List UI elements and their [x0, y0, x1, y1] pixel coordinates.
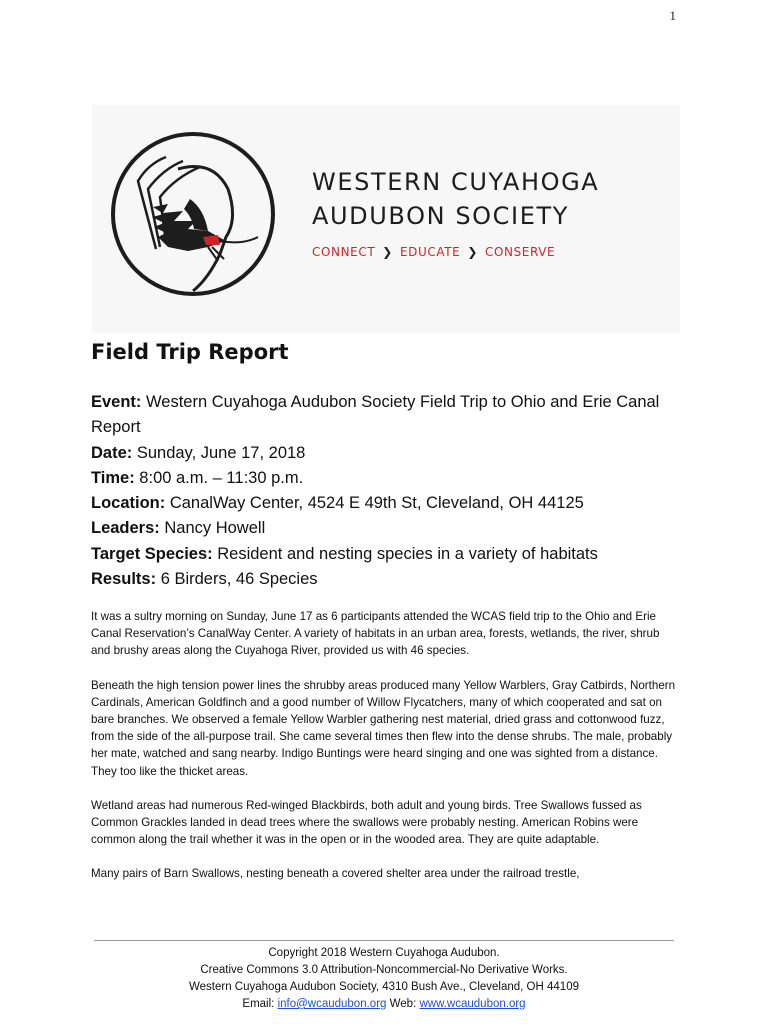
trip-details	[91, 390, 691, 592]
paragraph: Beneath the high tension power lines the shrubby areas produced many Yellow Warblers, Gray Catbirds, Northern Cardinals, American Goldfinch and a good number of Willow Flycatchers, many of which cooperated and sat on bare branches. We observed a female Yellow Warbler gathering nest material, dried grass and cottonwood fuzz, from the side of the all-purpose trail. She came several times then flew into the dense shrubs. The male, probably her mate, watched and sang nearby. Indigo Buntings were heard singing and one was sighted from a distance. They too like the thicket areas.	[91, 678, 676, 778]
detail-label: Location:	[91, 494, 166, 513]
detail-value: Sunday, June 17, 2018	[132, 443, 306, 462]
footer-copyright: Copyright 2018 Western Cuyahoga Audubon.	[268, 947, 500, 959]
detail-value: 6 Birders, 46 Species	[156, 570, 318, 589]
report-title: Field Trip Report	[91, 340, 289, 364]
tagline-educate: EDUCATE	[399, 245, 461, 259]
footer	[94, 945, 674, 1013]
detail-date	[91, 441, 691, 466]
org-name-line-2: AUDUBON SOCIETY	[312, 202, 569, 230]
email-link[interactable]: info@wcaudubon.org	[277, 998, 387, 1010]
detail-value: 8:00 a.m. – 11:30 p.m.	[134, 468, 304, 487]
detail-value: Nancy Howell	[159, 519, 266, 538]
footer-divider	[94, 940, 674, 941]
chevron-right-icon: ❯	[382, 245, 393, 259]
chevron-right-icon: ❯	[467, 245, 478, 259]
detail-target-species	[91, 542, 691, 567]
detail-event	[91, 390, 691, 441]
detail-time	[91, 466, 691, 491]
paragraph: Wetland areas had numerous Red-winged Blackbirds, both adult and young birds. Tree Swallows fussed as Common Grackles landed in dead trees where the swallows were probably nesting. American Robins were common along the trail whether it was in the open or in the wooded area. They are quite adaptable.	[91, 798, 642, 847]
detail-value: CanalWay Center, 4524 E 49th St, Cleveland, OH 44125	[165, 494, 584, 513]
org-name	[312, 165, 599, 233]
detail-label: Leaders:	[91, 519, 160, 538]
tagline-connect: CONNECT	[312, 245, 376, 259]
paragraph: It was a sultry morning on Sunday, June 17 as 6 participants attended the WCAS field trip to the Ohio and Erie Canal Reservation’s CanalWay Center. A variety of habitats in an urban area, forests, wetlands, the river, shrub and brushy areas along the Cuyahoga River, provided us with 46 species.	[91, 610, 660, 658]
detail-label: Time:	[91, 468, 135, 487]
detail-label: Event:	[91, 393, 142, 411]
tagline	[312, 245, 555, 259]
detail-location	[91, 491, 691, 516]
tagline-conserve: CONSERVE	[484, 245, 556, 259]
detail-results	[91, 567, 691, 592]
logo-banner	[92, 105, 680, 333]
web-label: Web:	[389, 998, 420, 1010]
paragraph: Many pairs of Barn Swallows, nesting beneath a covered shelter area under the railroad trestle,	[91, 867, 580, 881]
detail-value: Western Cuyahoga Audubon Society Field Trip to Ohio and Erie Canal Report	[91, 393, 660, 437]
audubon-logo-icon	[108, 129, 278, 299]
footer-license: Creative Commons 3.0 Attribution-Noncommercial-No Derivative Works.	[200, 964, 568, 976]
web-link[interactable]: www.wcaudubon.org	[419, 998, 526, 1010]
footer-contact	[94, 996, 674, 1013]
detail-label: Date:	[91, 443, 133, 462]
detail-label: Target Species:	[91, 544, 213, 563]
detail-leaders	[91, 516, 691, 541]
org-name-line-1: WESTERN CUYAHOGA	[312, 168, 600, 196]
report-body	[91, 608, 681, 900]
detail-label: Results:	[91, 570, 157, 589]
detail-value: Resident and nesting species in a variety of habitats	[212, 544, 598, 563]
email-label: Email:	[242, 998, 278, 1010]
footer-address: Western Cuyahoga Audubon Society, 4310 Bush Ave., Cleveland, OH 44109	[189, 981, 579, 993]
page-number: 1	[669, 8, 676, 23]
